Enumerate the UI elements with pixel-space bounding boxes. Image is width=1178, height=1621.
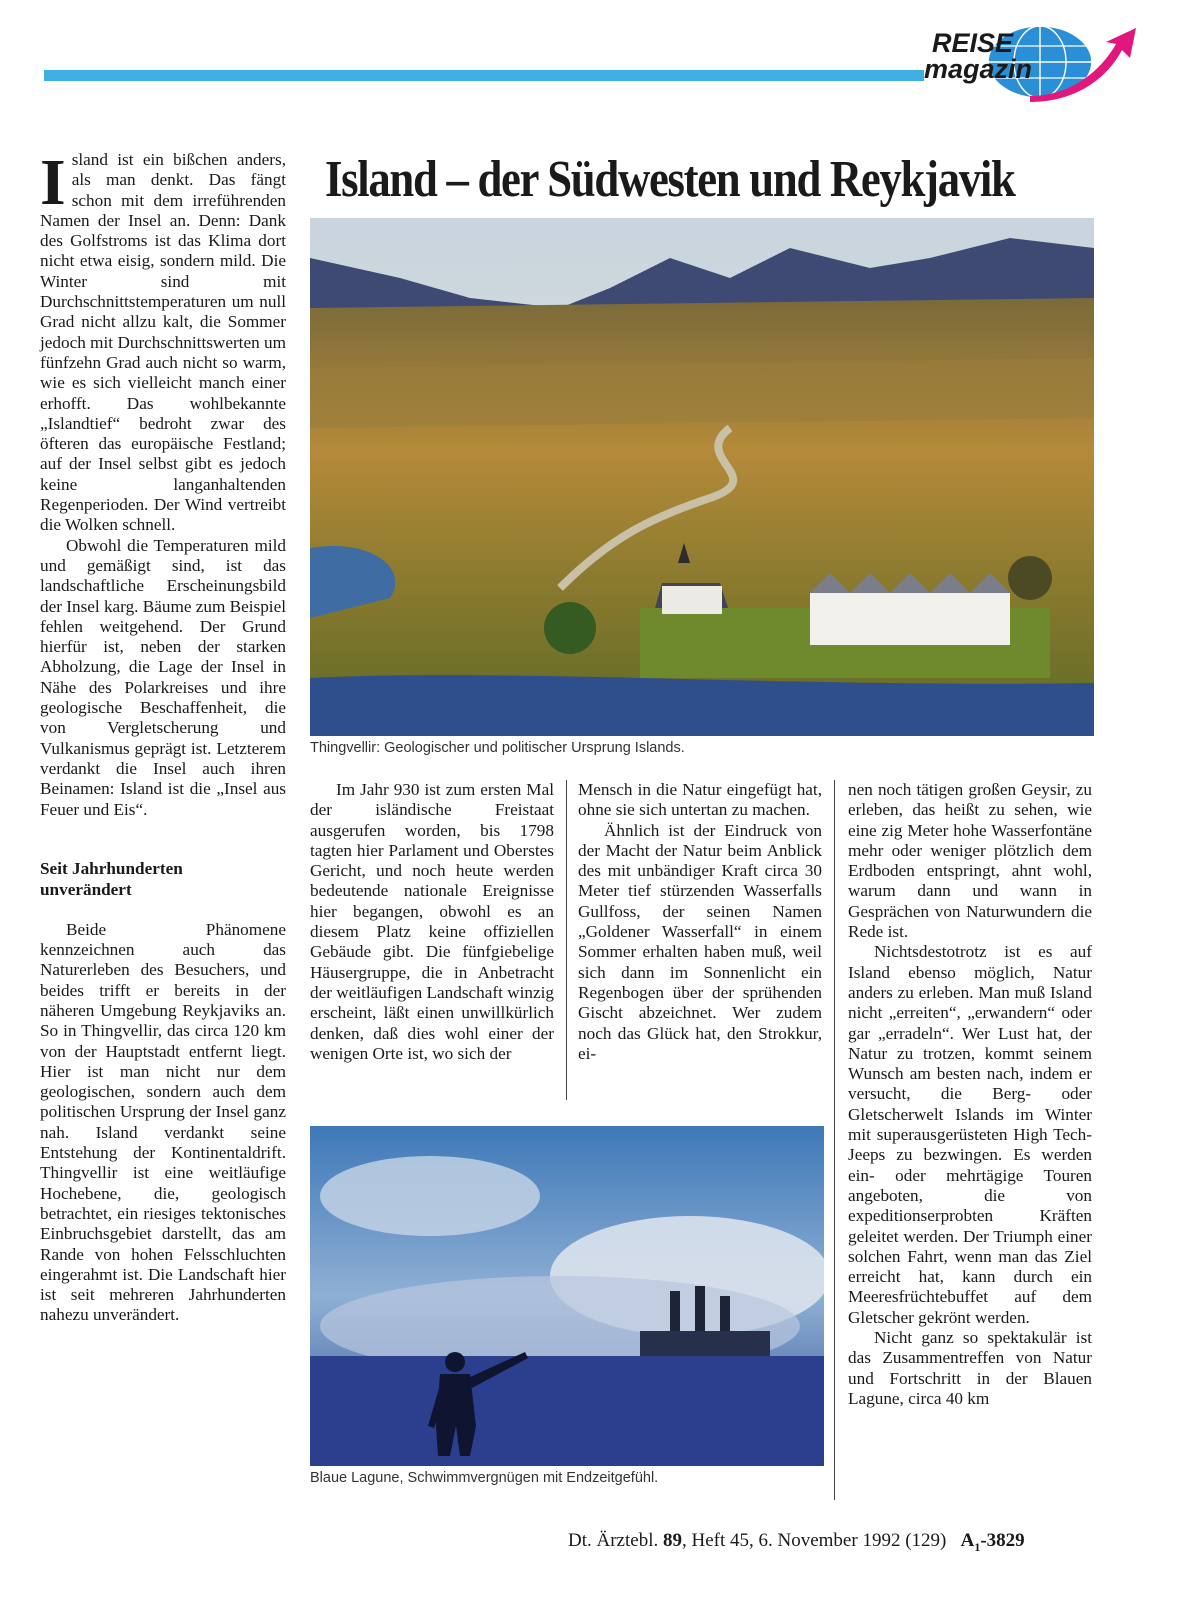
text-column-3 bbox=[578, 780, 822, 1064]
farmhouses-icon bbox=[810, 573, 1010, 645]
photo-caption: Blaue Lagune, Schwimmvergnügen mit Endzeitgefühl. bbox=[310, 1470, 659, 1486]
paragraph: Nicht ganz so spektakulär ist das Zusammentreffen von Natur und Fortschritt in der Blauen Lagune, circa 40 km bbox=[848, 1328, 1092, 1408]
text-column-4 bbox=[848, 780, 1092, 1409]
dropcap: I bbox=[40, 146, 66, 219]
text-column-2 bbox=[310, 780, 554, 1064]
column-rule bbox=[566, 780, 567, 1100]
page-footer bbox=[568, 1530, 1025, 1555]
paragraph: sland ist ein bißchen anders, als man denkt. Das fängt schon mit dem irreführenden Namen der Insel an. Denn: Dank des Golfstroms ist das Klima dort nicht etwa eisig, sondern mild. Die Winter sind mit Durchschnittstemperaturen um null Grad nicht allzu kalt, die Sommer jedoch mit Durchschnittswerten um fünfzehn Grad auch nicht so warm, wie es sich vielleicht manch einer erhofft. Das wohlbekannte „Islandtief“ bedroht zwar des öfteren das europäische Festland; auf der Insel selbst gibt es jedoch keine langanhaltenden Regenperioden. Der Wind vertreibt die Wolken schnell. bbox=[40, 150, 286, 535]
header-accent-bar bbox=[44, 70, 924, 81]
journal-name: Dt. Ärztebl. bbox=[568, 1530, 659, 1551]
text-column-1 bbox=[40, 146, 286, 1326]
paragraph: nen noch tätigen großen Geysir, zu erleben, das heißt zu sehen, wie eine zig Meter hohe Wasserfontäne mehr oder weniger plötzlich dem Erdboden entspringt, ahnt wohl, warum dann und wann in Gesprächen von Naturwundern die Rede ist. bbox=[848, 780, 1092, 942]
paragraph: Ähnlich ist der Eindruck von der Macht der Natur beim Anblick des mit unbändiger Kraft circa 30 Meter tief stürzenden Wasserfalls Gullfoss, der seinen Namen „Goldener Wasserfall“ in einem Sommer erhalten haben muß, weil sich dann im Sonnenlicht ein Regenbogen über der sprühenden Gischt abzeichnet. Wer zudem noch das Glück hat, den Strokkur, ei- bbox=[578, 820, 822, 1063]
photo-caption: Thingvellir: Geologischer und politischer Ursprung Islands. bbox=[310, 740, 685, 756]
issue-date: , Heft 45, 6. November 1992 (129) bbox=[681, 1530, 947, 1551]
logo-line2: magazin bbox=[924, 54, 1033, 84]
logo-line1: REISE bbox=[932, 28, 1014, 58]
paragraph: Beide Phänomene kennzeichnen auch das Naturerleben des Besuchers, und beides trifft er bereits in der näheren Umgebung Reykjaviks an. So in Thingvellir, das circa 120 km von der Hauptstadt entfernt liegt. Hier ist man nicht nur dem geologischen, sondern auch dem politischen Ursprung der Insel ganz nah. Island verdankt seine Entstehung der Kontinentaldrift. Thingvellir ist eine weitläufige Hochebene, die, geologisch betrachtet, ein riesiges tektonisches Einbruchsgebiet darstellt, das am Rande von hohen Felsschluchten eingerahmt ist. Die Landschaft hier ist seit mehreren Jahrhunderten nahezu unverändert. bbox=[40, 919, 286, 1325]
photo-thingvellir bbox=[310, 218, 1094, 736]
article-title: Island – der Südwesten und Reykjavik bbox=[325, 151, 1015, 208]
paragraph: Nichtsdestotrotz ist es auf Island ebenso möglich, Natur anders zu erleben. Man muß Island nicht „erreiten“, „erwandern“ oder gar „erradeln“. Wer Lust hat, der Natur zu trotzen, kommt seinem Wunsch am besten nach, indem er versucht, die Berg- oder Gletscherwelt Islands im Winter mit superausgerüsteten High Tech-Jeeps zu bezwingen. Es werden ein- oder mehrtägige Touren angeboten, die von expeditionserprobten Kräften geleitet werden. Der Triumph einer solchen Fahrt, wenn man das Ziel erreicht hat, kann durch ein Meeresfrüchtebuffet auf dem Gletscher gekrönt werden. bbox=[848, 942, 1092, 1327]
paragraph: Obwohl die Temperaturen mild und gemäßigt sind, ist das landschaftliche Erscheinungsbild der Insel karg. Bäume zum Beispiel fehlen weitgehend. Der Grund hierfür ist, neben der starken Abholzung, die Lage der Insel in Nähe des Polarkreises und ihre geologische Beschaffenheit, die von Vergletscherung und Vulkanismus geprägt ist. Letzterem verdankt die Insel auch ihren Beinamen: Island ist die „Insel aus Feuer und Eis“. bbox=[40, 535, 286, 819]
page-number: $A_1-3829$ bbox=[960, 1530, 1025, 1554]
subheading: Seit Jahrhunderten unverändert bbox=[40, 858, 183, 899]
paragraph: Im Jahr 930 ist zum ersten Mal der isländische Freistaat ausgerufen worden, bis 1798 tagten hier Parlament und Oberstes Gericht, und noch heute werden bedeutende nationale Ereignisse hier begangen, obwohl es an diesem Platz keine offiziellen Gebäude gibt. Die fünfgiebelige Häusergruppe, die in Anbetracht der weitläufigen Landschaft winzig erscheint, läßt einen unwillkürlich denken, daß dies wohl einer der wenigen Orte ist, wo sich der bbox=[310, 780, 554, 1063]
volume-number: 89 bbox=[662, 1530, 682, 1551]
photo-blue-lagoon bbox=[310, 1126, 824, 1466]
paragraph: Mensch in die Natur eingefügt hat, ohne sie sich untertan zu machen. bbox=[578, 780, 822, 820]
column-rule bbox=[834, 780, 835, 1500]
